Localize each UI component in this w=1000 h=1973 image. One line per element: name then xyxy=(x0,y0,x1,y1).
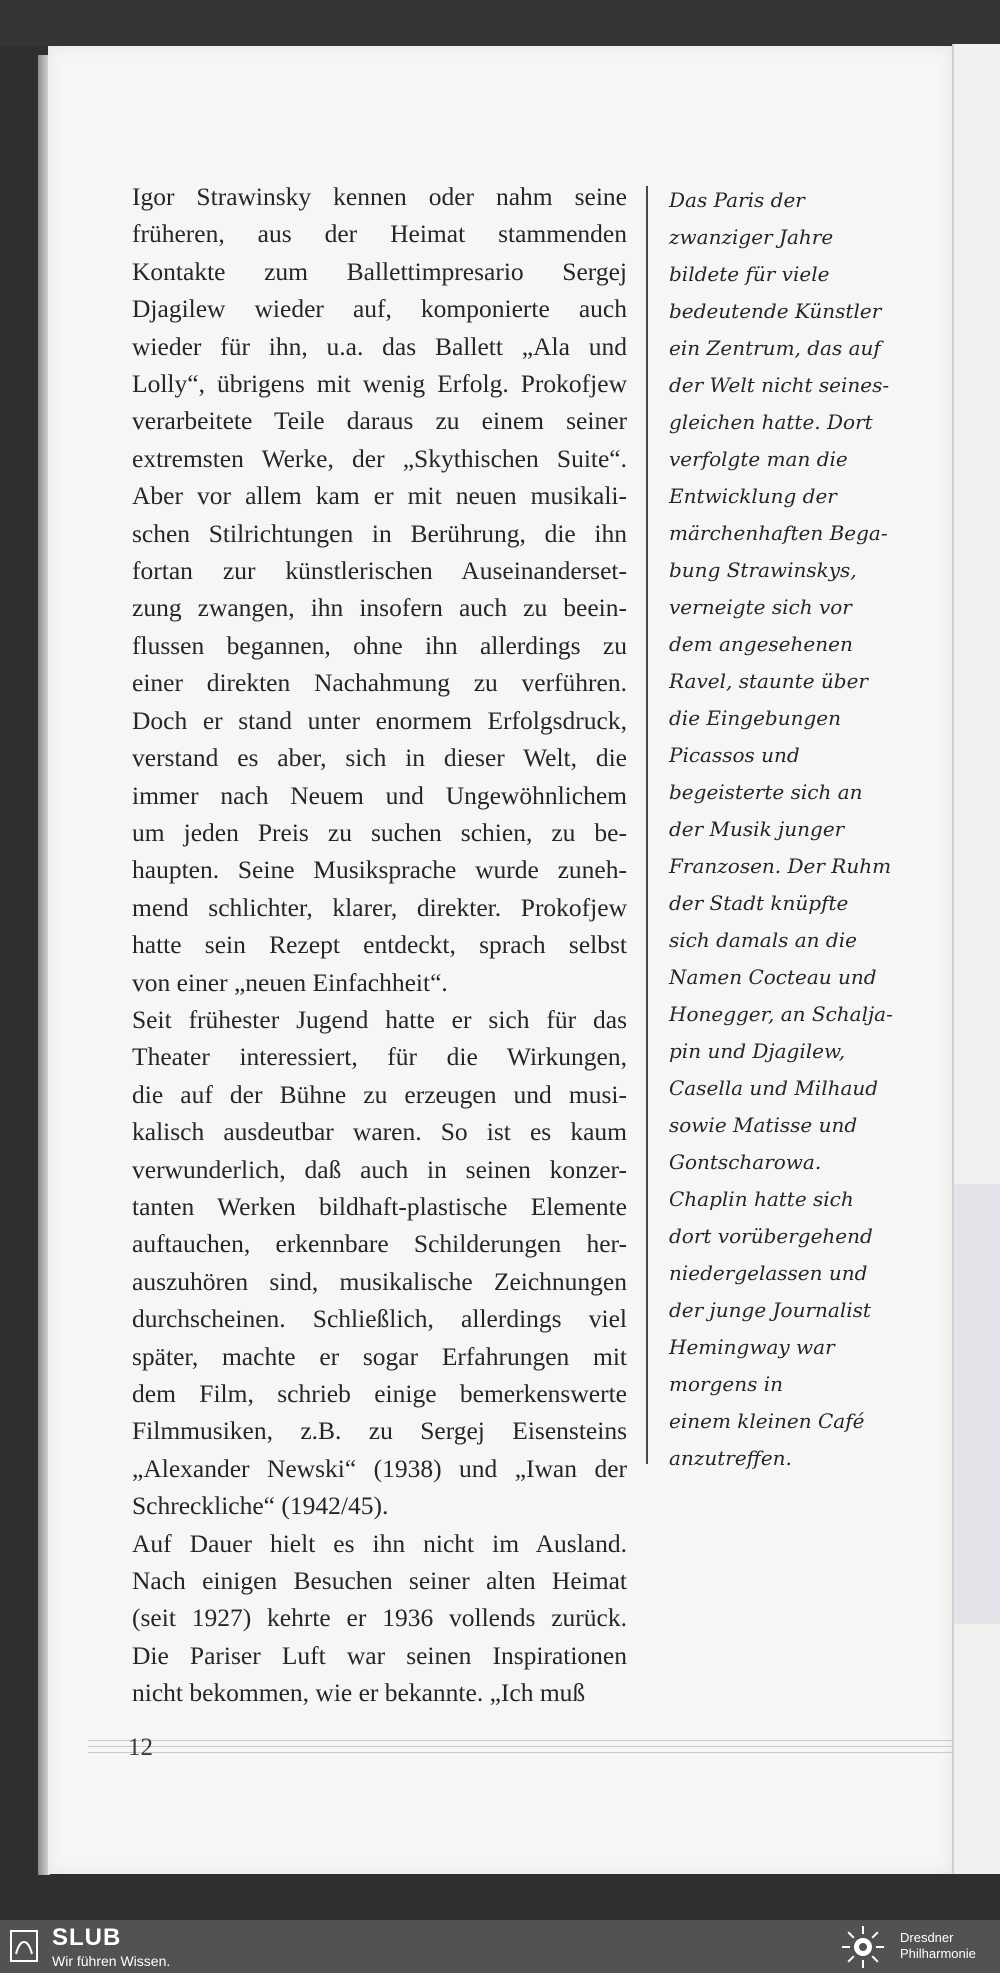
main-text-line: auftauchen, erkennbare Schilderungen her- xyxy=(132,1229,627,1259)
main-text-line: Igor Strawinsky kennen oder nahm seine xyxy=(132,182,627,211)
main-text-line: nicht bekommen, wie er bekannte. „Ich muß xyxy=(132,1678,586,1708)
main-text-line: flussen begannen, ohne ihn allerdings zu xyxy=(132,630,627,660)
sidebar-text-line: der junge Journalist xyxy=(669,1298,871,1322)
scan-background xyxy=(0,0,1000,46)
main-text-line: fortan zur künstlerischen Auseinanderset- xyxy=(132,556,627,586)
main-text-line: schen Stilrichtungen in Berührung, die ihn xyxy=(132,518,627,548)
sidebar-text-line: Honegger, an Schalja- xyxy=(669,1002,893,1026)
footer-rule xyxy=(88,1740,952,1741)
sidebar-text-line: verfolgte man die xyxy=(669,447,848,471)
sidebar-text-line: Picassos und xyxy=(669,743,800,767)
page-number: 12 xyxy=(128,1734,153,1761)
sidebar-text-line: Gontscharowa. xyxy=(669,1150,822,1174)
main-text-line: Nach einigen Besuchen seiner alten Heimat xyxy=(132,1566,627,1596)
main-text-line: Auf Dauer hielt es ihn nicht im Ausland. xyxy=(132,1528,627,1558)
slub-logo-icon xyxy=(10,1930,38,1962)
sidebar-text-line: ein Zentrum, das auf xyxy=(669,336,881,360)
main-text-line: Aber vor allem kam er mit neuen musikali- xyxy=(132,481,627,511)
main-text-line: Djagilew wieder auf, komponierte auch xyxy=(132,294,627,324)
main-text-line: Kontakte zum Ballettimpresario Sergej xyxy=(132,256,627,286)
library-tagline: Wir führen Wissen. xyxy=(52,1953,171,1969)
partner-name[interactable]: Dresdner Philharmonie xyxy=(900,1930,976,1961)
sidebar-text-line: Ravel, staunte über xyxy=(669,669,868,693)
sidebar-text-line: begeisterte sich an xyxy=(669,780,863,804)
sidebar-text-line: Namen Cocteau und xyxy=(669,965,877,989)
main-text-line: immer nach Neuem und Ungewöhnlichem xyxy=(132,780,627,810)
main-text-line: zung zwangen, ihn insofern auch zu beein- xyxy=(132,593,627,623)
sidebar-text-line: dem angesehenen xyxy=(669,632,853,656)
sidebar-text-line: dort vorübergehend xyxy=(669,1224,873,1248)
main-text-line: haupten. Seine Musiksprache wurde zuneh- xyxy=(132,855,627,885)
sidebar-text-line: gleichen hatte. Dort xyxy=(669,410,873,434)
main-text-line: durchscheinen. Schließlich, allerdings viel xyxy=(132,1304,627,1334)
sidebar-text-line: Chaplin hatte sich xyxy=(669,1187,854,1211)
main-text-line: Theater interessiert, für die Wirkungen, xyxy=(132,1042,627,1072)
main-text-line: Seit frühester Jugend hatte er sich für das xyxy=(132,1004,627,1034)
sidebar-text-line: Das Paris der xyxy=(669,188,805,212)
main-text-line: einer direkten Nachahmung zu verführen. xyxy=(132,668,627,698)
main-text-line: Lolly“, übrigens mit wenig Erfolg. Prokofjew xyxy=(132,369,627,399)
main-text-line: „Alexander Newski“ (1938) und „Iwan der xyxy=(132,1453,627,1483)
next-page-image-bleed xyxy=(954,1184,1000,1624)
sidebar-text-line: bildete für viele xyxy=(669,262,830,286)
sidebar-text-line: sich damals an die xyxy=(669,928,857,952)
library-name[interactable]: SLUB xyxy=(52,1924,122,1951)
sidebar-text-line: märchenhaften Bega- xyxy=(669,521,888,545)
main-text-line: Schreckliche“ (1942/45). xyxy=(132,1491,389,1521)
main-text-line: kalisch ausdeutbar waren. So ist es kaum xyxy=(132,1117,627,1147)
main-text-line: (seit 1927) kehrte er 1936 vollends zurück. xyxy=(132,1603,627,1633)
sidebar-text-line: zwanziger Jahre xyxy=(669,225,834,249)
sidebar-text-line: verneigte sich vor xyxy=(669,595,852,619)
main-text-line: später, machte er sogar Erfahrungen mit xyxy=(132,1341,627,1371)
sidebar-text-line: morgens in xyxy=(669,1372,783,1396)
main-text-line: früheren, aus der Heimat stammenden xyxy=(132,219,627,249)
sidebar-text-line: bedeutende Künstler xyxy=(669,299,882,323)
footer-rule xyxy=(88,1752,952,1753)
viewer-footer-bar xyxy=(0,1920,1000,1973)
main-text-line: Filmmusiken, z.B. zu Sergej Eisensteins xyxy=(132,1416,627,1446)
main-text-line: die auf der Bühne zu erzeugen und musi- xyxy=(132,1079,627,1109)
sidebar-text-line: sowie Matisse und xyxy=(669,1113,858,1137)
main-text-line: verarbeitete Teile daraus zu einem seiner xyxy=(132,406,627,436)
main-text-line: auszuhören sind, musikalische Zeichnungen xyxy=(132,1266,627,1296)
sidebar-text-line: Franzosen. Der Ruhm xyxy=(669,854,892,878)
sidebar-text-line: niedergelassen und xyxy=(669,1261,868,1285)
main-text-line: um jeden Preis zu suchen schien, zu be- xyxy=(132,817,627,847)
sidebar-text-column xyxy=(669,182,899,1477)
main-text-line: von einer „neuen Einfachheit“. xyxy=(132,967,448,997)
main-text-line: extremsten Werke, der „Skythischen Suite“. xyxy=(132,443,627,473)
sidebar-text-line: Hemingway war xyxy=(669,1335,835,1359)
philharmonie-logo-icon xyxy=(840,1924,886,1970)
sidebar-text-line: der Stadt knüpfte xyxy=(669,891,849,915)
footer-rule xyxy=(88,1746,952,1747)
main-text-column xyxy=(132,178,627,1712)
main-text-line: Doch er stand unter enormem Erfolgsdruck, xyxy=(132,705,627,735)
sidebar-text-line: anzutreffen. xyxy=(669,1446,792,1470)
sidebar-text-line: bung Strawinskys, xyxy=(669,558,857,582)
main-text-line: dem Film, schrieb einige bemerkenswerte xyxy=(132,1379,627,1408)
main-text-line: wieder für ihn, u.a. das Ballett „Ala und xyxy=(132,331,627,361)
main-text-line: tanten Werken bildhaft-plastische Elemente xyxy=(132,1191,627,1221)
sidebar-text-line: der Welt nicht seines- xyxy=(669,373,890,397)
sidebar-text-line: Casella und Milhaud xyxy=(669,1076,879,1100)
sidebar-text-line: der Musik junger xyxy=(669,817,845,841)
main-text-line: mend schlichter, klarer, direkter. Prokofjew xyxy=(132,892,627,922)
main-text-line: verstand es aber, sich in dieser Welt, die xyxy=(132,743,627,773)
column-divider xyxy=(646,186,648,1464)
sidebar-text-line: die Eingebungen xyxy=(669,706,841,730)
sidebar-text-line: pin und Djagilew, xyxy=(669,1039,846,1063)
next-page-edge xyxy=(952,44,1000,1874)
main-text-line: verwunderlich, daß auch in seinen konzer- xyxy=(132,1154,627,1184)
sidebar-text-line: Entwicklung der xyxy=(669,484,837,508)
main-text-line: Die Pariser Luft war seinen Inspirationen xyxy=(132,1640,627,1670)
sidebar-text-line: einem kleinen Café xyxy=(669,1409,865,1433)
main-text-line: hatte sein Rezept entdeckt, sprach selbst xyxy=(132,930,627,960)
